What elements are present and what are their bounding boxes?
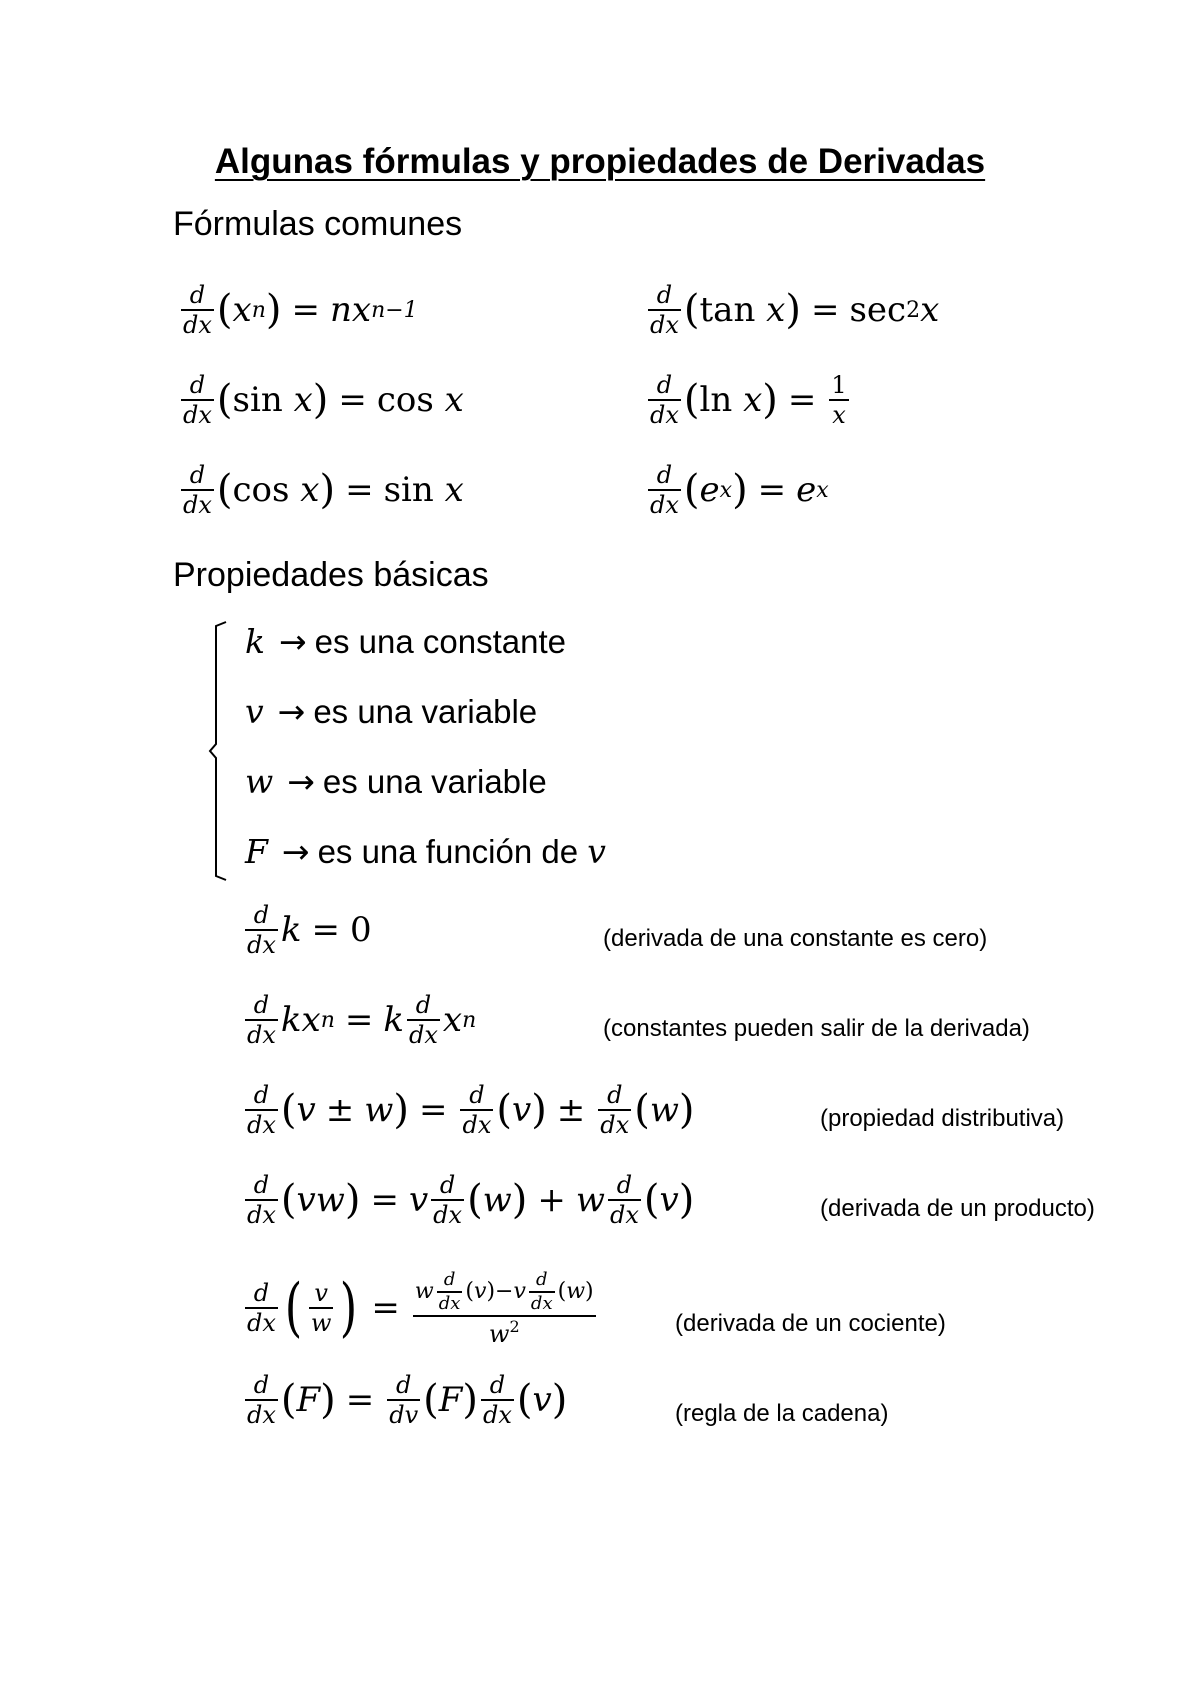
d-dx-operator: $\frac{d}{dx}$ — [247, 1279, 276, 1338]
d-dx-operator: $\frac{d}{dx}$ — [247, 1171, 276, 1230]
d-dx-operator: $\frac{d}{dx}$ — [408, 991, 438, 1050]
note-distributive: (propiedad distributiva) — [820, 1105, 1065, 1132]
d-dx-operator: $\frac{d}{dx}$ — [650, 371, 679, 430]
formula-power: $\frac{d}{dx}$ ( x n ) = nx n−1 — [183, 281, 418, 340]
definition-k: k → es una constante — [245, 622, 567, 661]
d-dx-operator: $\frac{d}{dx}$ — [183, 281, 212, 340]
d-dx-operator: $\frac{d}{dx}$ — [433, 1171, 463, 1230]
d-dx-operator: $\frac{d}{dx}$ — [247, 1081, 276, 1140]
property-product: $\frac{d}{dx}$ ( vw ) = v $\frac{d}{dx}$ ( w ) + w $\frac{d}{dx}$ ( v ) — [247, 1171, 695, 1230]
property-constant-factor: $\frac{d}{dx}$ kx n = k $\frac{d}{dx}$ x n — [247, 991, 477, 1050]
note-chain: (regla de la cadena) — [675, 1400, 889, 1427]
d-dx-operator: $\frac{d}{dx}$ — [650, 461, 679, 520]
d-dx-operator: $\frac{d}{dx}$ — [247, 991, 276, 1050]
d-dx-operator: $\frac{d}{dx}$ — [482, 1371, 512, 1430]
definition-v: v → es una variable — [245, 692, 538, 731]
formula-exp: $\frac{d}{dx}$ ( e x ) = e x — [650, 461, 829, 520]
d-dx-operator: $\frac{d}{dx}$ — [247, 1371, 276, 1430]
properties-heading: Propiedades básicas — [173, 556, 489, 594]
property-chain: $\frac{d}{dx}$ ( F ) = $\frac{d}{dv}$ ( F ) $\frac{d}{dx}$ ( v ) — [247, 1371, 568, 1430]
d-dx-operator: $\frac{d}{dx}$ — [600, 1081, 630, 1140]
page-title: Algunas fórmulas y propiedades de Derivadas — [214, 142, 986, 181]
property-constant: $\frac{d}{dx}$ k = 0 — [247, 901, 372, 960]
formula-cos: $\frac{d}{dx}$ ( cos x ) = sin x — [183, 461, 464, 520]
definition-w: w → es una variable — [245, 762, 547, 801]
d-dx-operator: $\frac{d}{dx}$ — [247, 901, 276, 960]
quotient-fraction: w $\frac{d}{dx}$ ( v ) − v $\frac{d}{dx}$ ( w ) $w^2$ — [414, 1269, 594, 1348]
d-dx-operator: $\frac{d}{dx}$ — [183, 371, 212, 430]
d-dv-operator: $\frac{d}{dv}$ — [389, 1371, 419, 1430]
note-product: (derivada de un producto) — [820, 1195, 1095, 1222]
formulas-heading: Fórmulas comunes — [173, 205, 463, 243]
left-brace — [208, 620, 238, 882]
d-dx-operator: $\frac{d}{dx}$ — [183, 461, 212, 520]
note-constant: (derivada de una constante es cero) — [603, 925, 988, 952]
property-quotient: $\frac{d}{dx}$ ( $\frac{v}{w}$ ) = w $\frac{d}{dx}$ ( v ) − v $\frac{d}{dx}$ ( w ) $w^2$ — [247, 1269, 594, 1348]
definition-f: F → es una función de v — [245, 832, 606, 871]
formula-sin: $\frac{d}{dx}$ ( sin x ) = cos x — [183, 371, 464, 430]
note-quotient: (derivada de un cociente) — [675, 1310, 946, 1337]
note-constant-factor: (constantes pueden salir de la derivada) — [603, 1015, 1030, 1042]
formula-tan: $\frac{d}{dx}$ ( tan x ) = sec 2 x — [650, 281, 940, 340]
d-dx-operator: $\frac{d}{dx}$ — [610, 1171, 639, 1230]
d-dx-operator: $\frac{d}{dx}$ — [650, 281, 679, 340]
formula-ln: $\frac{d}{dx}$ ( ln x ) = $\frac{1}{x}$ — [650, 371, 847, 430]
d-dx-operator: $\frac{d}{dx}$ — [462, 1081, 492, 1140]
property-distributive: $\frac{d}{dx}$ ( v ± w ) = $\frac{d}{dx}$ ( v ) ± $\frac{d}{dx}$ ( w ) — [247, 1081, 695, 1140]
